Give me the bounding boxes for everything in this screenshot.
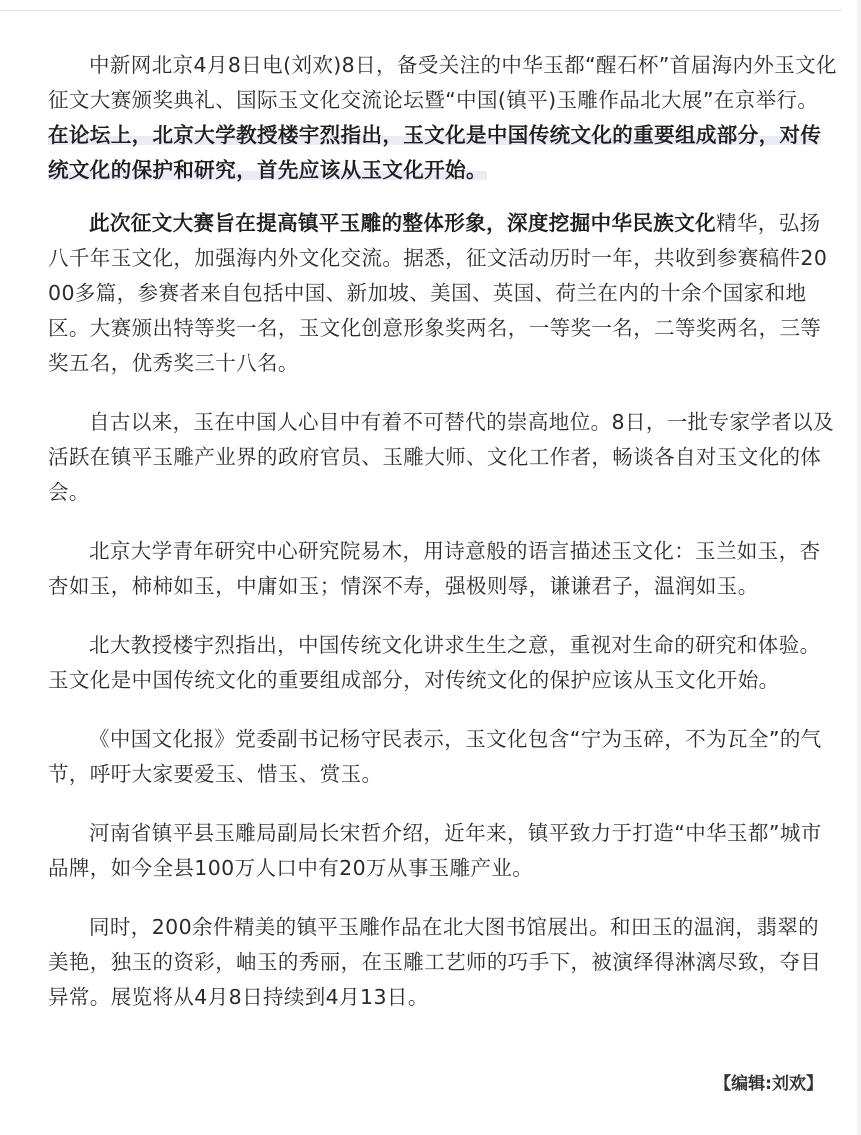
paragraph-1-highlight: 在论坛上，北京大学教授楼宇烈指出，玉文化是中国传统文化的重要组成部分，对传统文化的保护和研究，首先应该从玉文化开始。	[48, 123, 822, 182]
paragraph-2	[48, 206, 838, 381]
top-divider	[0, 10, 842, 11]
paragraph-4: 北京大学青年研究中心研究院易木，用诗意般的语言描述玉文化：玉兰如玉，杏杏如玉，柿柿如玉，中庸如玉；情深不寿，强极则辱，谦谦君子，温润如玉。	[48, 539, 821, 598]
paragraph-8: 同时，200余件精美的镇平玉雕作品在北大图书馆展出。和田玉的温润，翡翠的美艳，独玉的资彩，岫玉的秀丽，在玉雕工艺师的巧手下，被演绎得淋漓尽致，夺目异常。展览将从4月8日持续到4月13日。	[48, 915, 822, 1009]
article-body	[48, 48, 838, 1039]
paragraph-7: 河南省镇平县玉雕局副局长宋哲介绍，近年来，镇平致力于打造“中华玉都”城市品牌，如今全县100万人口中有20万从事玉雕产业。	[48, 821, 822, 880]
paragraph-6: 《中国文化报》党委副书记杨守民表示，玉文化包含“宁为玉碎，不为瓦全”的气节，呼吁大家要爱玉、惜玉、赏玉。	[48, 727, 822, 786]
paragraph-2-bold: 此次征文大赛旨在提高镇平玉雕的整体形象，深度挖掘中华民族文化	[89, 211, 716, 235]
paragraph-3: 自古以来，玉在中国人心目中有着不可替代的崇高地位。8日，一批专家学者以及活跃在镇平玉雕产业界的政府官员、玉雕大师、文化工作者，畅谈各自对玉文化的体会。	[48, 410, 834, 504]
editor-credit: 【编辑:刘欢】	[714, 1074, 823, 1094]
paragraph-1-lead: 中新网北京4月8日电(刘欢)8日，备受关注的中华玉都“醒石杯”首届海内外玉文化征文大赛颁奖典礼、国际玉文化交流论坛暨“中国(镇平)玉雕作品北大展”在京举行。	[48, 53, 837, 112]
paragraph-1	[48, 48, 838, 188]
paragraph-5: 北大教授楼宇烈指出，中国传统文化讲求生生之意，重视对生命的研究和体验。玉文化是中国传统文化的重要组成部分，对传统文化的保护应该从玉文化开始。	[48, 633, 821, 692]
paragraph-2-rest: 精华，弘扬八千年玉文化，加强海内外文化交流。据悉，征文活动历时一年，共收到参赛稿件2000多篇，参赛者来自包括中国、新加坡、美国、英国、荷兰在内的十余个国家和地区。大赛颁出特等奖一名，玉文化创意形象奖两名，一等奖一名，二等奖两名，三等奖五名，优秀奖三十八名。	[48, 211, 828, 375]
scrollbar-track[interactable]	[857, 0, 861, 1135]
